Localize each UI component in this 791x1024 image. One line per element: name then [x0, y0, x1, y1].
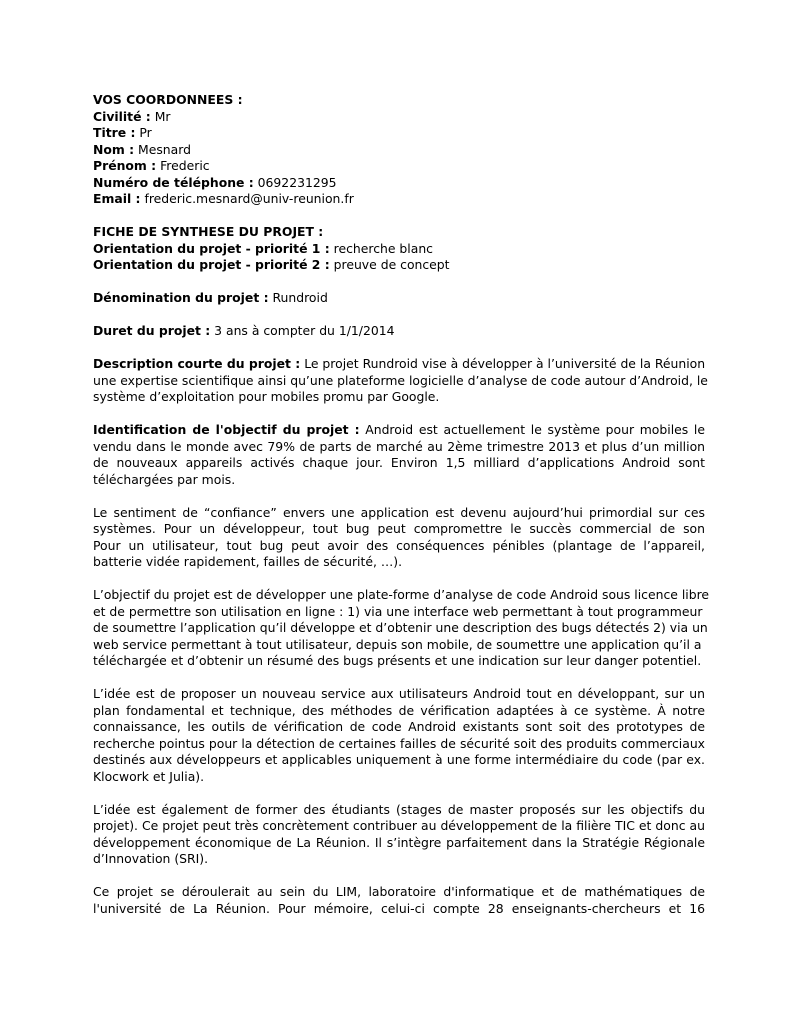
paragraph-line — [93, 620, 708, 637]
line-text: L’objectif du projet est de développer une plate-forme d’analyse de code Android sous licence libre — [93, 587, 710, 602]
line-text: de soumettre l’application qu’il développe et d’obtenir une description des bugs détectés 2) via un — [93, 620, 708, 635]
paragraph-gap — [93, 571, 705, 588]
field-value: 0692231295 — [257, 174, 337, 190]
field-row — [93, 191, 705, 208]
paragraph-line — [93, 521, 705, 538]
paragraph-line — [93, 422, 705, 439]
line-text: Le projet Rundroid vise à développer à l’université de la Réunion — [304, 356, 706, 371]
line-text: téléchargée et d’obtenir un résumé des bugs présents et une indication sur leur danger potentiel. — [93, 653, 702, 668]
line-text: Android est actuellement le système pour mobiles le — [365, 422, 705, 437]
field-label: Email : — [93, 191, 141, 206]
paragraph-line — [93, 587, 710, 604]
line-text: une expertise scientifique ainsi qu’une plateforme logicielle d’analyse de code autour d’Android, le — [93, 372, 708, 388]
paragraph — [93, 802, 705, 868]
field-value: preuve de concept — [333, 257, 450, 272]
paragraph-line — [93, 802, 705, 819]
paragraph — [93, 686, 705, 785]
project-name: Dénomination du projet : Rundroid — [93, 290, 328, 305]
line-text: L’idée est de proposer un nouveau service aux utilisateurs Android tout en développant, sur un — [93, 686, 705, 701]
field-label: Prénom : — [93, 158, 157, 173]
paragraph-line — [93, 736, 705, 753]
synthese-heading: FICHE DE SYNTHESE DU PROJET : — [93, 224, 324, 239]
paragraph-label: Description courte du projet : — [93, 356, 301, 371]
paragraph-line — [93, 455, 705, 472]
paragraph-gap — [93, 488, 705, 505]
paragraph-line — [93, 703, 705, 720]
field-label: Nom : — [93, 141, 135, 157]
paragraph-gap — [93, 868, 705, 885]
line-text: système d’exploitation pour mobiles promu par Google. — [93, 389, 440, 404]
paragraph-line — [93, 901, 705, 918]
line-text: L’idée est également de former des étudiants (stages de master proposés sur les objectifs du — [93, 801, 705, 817]
project-duration: Duret du projet : 3 ans à compter du 1/1/2014 — [93, 323, 395, 338]
document-body — [93, 92, 710, 917]
line-text: plan fondamental et technique, des méthodes de vérification adaptées à ce système. À notre — [93, 702, 705, 718]
line-text: d’Innovation (SRI). — [93, 851, 209, 866]
field-label: Orientation du projet - priorité 1 : — [93, 240, 330, 256]
contact-heading: VOS COORDONNEES : — [93, 92, 243, 107]
field-label: Titre : — [93, 125, 136, 140]
paragraph-line — [93, 389, 705, 406]
line-text: Le sentiment de “confiance” envers une application est devenu aujourd’hui primordial sur ces — [93, 504, 705, 520]
line-text: vendu dans le monde avec 79% de parts de marché au 2ème trimestre 2013 et plus d’un million — [93, 438, 705, 454]
line-text: Klocwork et Julia). — [93, 768, 205, 784]
paragraph — [93, 422, 705, 488]
field-value: Mesnard — [138, 141, 191, 157]
paragraph — [93, 587, 710, 670]
field-value: recherche blanc — [333, 240, 433, 256]
line-text: de nouveaux appareils activés chaque jour. Environ 1,5 milliard d’applications Android sont — [93, 455, 705, 470]
paragraph-line — [93, 372, 708, 390]
field-label: Numéro de téléphone : — [93, 174, 254, 190]
paragraph-line — [93, 472, 705, 489]
paragraph-line — [93, 884, 705, 901]
paragraph — [93, 505, 705, 571]
line-text: recherche pointus pour la détection de certaines failles de sécurité soit des produits commerciaux — [93, 735, 705, 751]
paragraph-line — [93, 719, 705, 736]
paragraph — [93, 884, 705, 917]
line-text: projet). Ce projet peut très concrètement contribuer au développement de la filière TIC et donc au — [93, 818, 705, 833]
paragraph-line — [93, 851, 705, 868]
field-row — [93, 257, 705, 274]
paragraph-line — [93, 653, 705, 670]
line-text: systèmes. Pour un développeur, tout bug peut compromettre le succès commercial de son — [93, 521, 705, 536]
paragraph-line — [93, 818, 705, 835]
contact-fields — [93, 109, 705, 208]
field-row — [93, 142, 705, 159]
paragraph-line — [93, 439, 705, 456]
paragraph-line — [93, 686, 705, 703]
paragraphs — [93, 356, 710, 917]
field-value: Frederic — [160, 158, 210, 173]
paragraph-line — [93, 554, 705, 571]
line-text: et de permettre son utilisation en ligne : 1) via une interface web permettant à tout programmeur — [93, 603, 703, 619]
synthese-fields — [93, 241, 705, 274]
line-text: développement économique de La Réunion. Il s’intègre parfaitement dans la Stratégie Régionale — [93, 834, 705, 850]
line-text: Ce projet se déroulerait au sein du LIM, laboratoire d'informatique et de mathématiques de — [93, 884, 705, 899]
line-text: destinés aux développeurs et applicables uniquement à une forme intermédiaire du code (par ex. — [93, 752, 705, 767]
paragraph — [93, 356, 708, 406]
field-value: frederic.mesnard@univ-reunion.fr — [144, 191, 354, 206]
line-text: connaissance, les outils de vérification de code Android existants sont soit des prototypes de — [93, 719, 705, 734]
line-text: Pour un utilisateur, tout bug peut avoir des conséquences pénibles (plantage de l’appareil, — [93, 537, 705, 553]
paragraph-gap — [93, 785, 705, 802]
line-text: l'université de La Réunion. Pour mémoire, celui-ci compte 28 enseignants-chercheurs et 16 — [93, 900, 705, 916]
paragraph-line — [93, 356, 705, 373]
paragraph-line — [93, 505, 705, 522]
line-text: téléchargées par mois. — [93, 471, 236, 487]
field-row — [93, 109, 705, 126]
field-row — [93, 158, 705, 175]
paragraph-gap — [93, 406, 705, 423]
field-value: Pr — [139, 125, 152, 140]
paragraph-gap — [93, 670, 705, 687]
line-text: batterie vidée rapidement, failles de sécurité, …). — [93, 554, 403, 569]
line-text: web service permettant à tout utilisateur, depuis son mobile, de soumettre une application qu’il a — [93, 636, 702, 652]
paragraph-line — [93, 637, 705, 654]
paragraph-line — [93, 835, 705, 852]
field-row — [93, 241, 705, 258]
field-label: Civilité : — [93, 108, 151, 124]
field-value: Mr — [154, 108, 171, 124]
paragraph-label: Identification de l'objectif du projet : — [93, 422, 360, 437]
field-label: Orientation du projet - priorité 2 : — [93, 257, 330, 272]
field-row — [93, 125, 705, 142]
paragraph-line — [93, 538, 705, 555]
field-row — [93, 175, 705, 192]
paragraph-line — [93, 604, 705, 621]
paragraph-line — [93, 752, 705, 769]
paragraph-line — [93, 769, 705, 786]
